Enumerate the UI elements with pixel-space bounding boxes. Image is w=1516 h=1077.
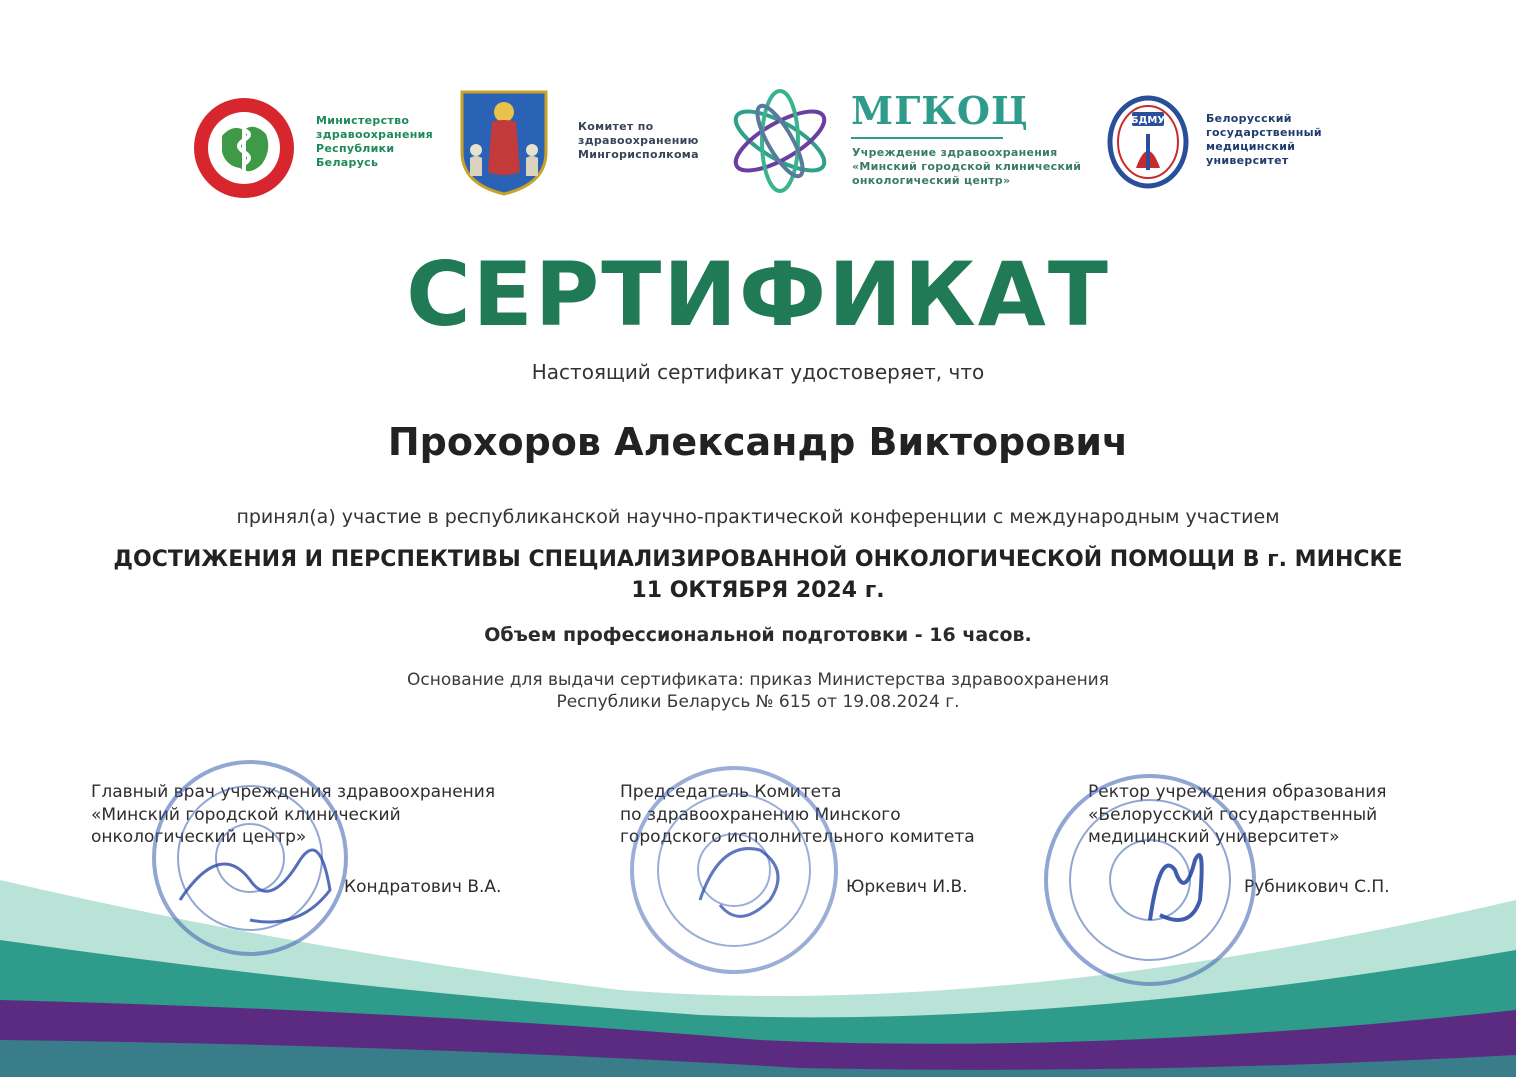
minsk-coat-of-arms-icon <box>458 88 550 196</box>
signatory-name-2: Юркевич И.В. <box>846 877 968 897</box>
certificate-subtitle: Настоящий сертификат удостоверяет, что <box>531 360 985 384</box>
ministry-label: Министерство здравоохранения Республики Беларусь <box>316 114 433 169</box>
committee-label: Комитет по здравоохранению Мингорисполкома <box>578 120 699 161</box>
mgkoc-label: Учреждение здравоохранения «Минский городской клинический онкологический центр» <box>852 146 1082 187</box>
recipient-name: Прохоров Александр Викторович <box>387 420 1129 464</box>
signature-block-rector: Ректор учреждения образования «Белорусский государственный медицинский университет» <box>1088 782 1387 847</box>
mgkoc-title: МГКОЦ <box>851 88 1029 133</box>
bsmu-label: Белорусский государственный медицинский университет <box>1206 112 1322 167</box>
training-volume: Объем профессиональной подготовки - 16 часов. <box>484 624 1032 646</box>
signature-block-chief-doctor: Главный врач учреждения здравоохранения «Минский городской клинический онкологический центр» <box>91 782 496 847</box>
bsmu-emblem-icon <box>1106 94 1190 190</box>
bsmu-badge-text: БДМУ <box>1130 115 1166 126</box>
conference-title: ДОСТИЖЕНИЯ И ПЕРСПЕКТИВЫ СПЕЦИАЛИЗИРОВАННОЙ ОНКОЛОГИЧЕСКОЙ ПОМОЩИ В г. МИНСКЕ <box>113 547 1403 572</box>
conference-date: 11 ОКТЯБРЯ 2024 г. <box>631 578 885 603</box>
mgkoc-divider <box>851 137 1003 139</box>
signature-block-committee-chair: Председатель Комитета по здравоохранению Минского городского исполнительного комитета <box>620 782 975 847</box>
participation-text: принял(а) участие в республиканской научно-практической конференции с международным участием <box>236 506 1280 528</box>
certificate-title: СЕРТИФИКАТ <box>406 243 1110 346</box>
mgkoc-orbit-logo-icon <box>724 86 836 196</box>
signatory-name-3: Рубникович С.П. <box>1244 877 1390 897</box>
basis-line-2: Республики Беларусь № 615 от 19.08.2024 г. <box>556 692 960 712</box>
ministry-emblem-icon <box>192 96 296 200</box>
signatory-name-1: Кондратович В.А. <box>344 877 502 897</box>
decorative-waves <box>0 840 1516 1077</box>
basis-line-1: Основание для выдачи сертификата: приказ Министерства здравоохранения <box>407 670 1109 690</box>
